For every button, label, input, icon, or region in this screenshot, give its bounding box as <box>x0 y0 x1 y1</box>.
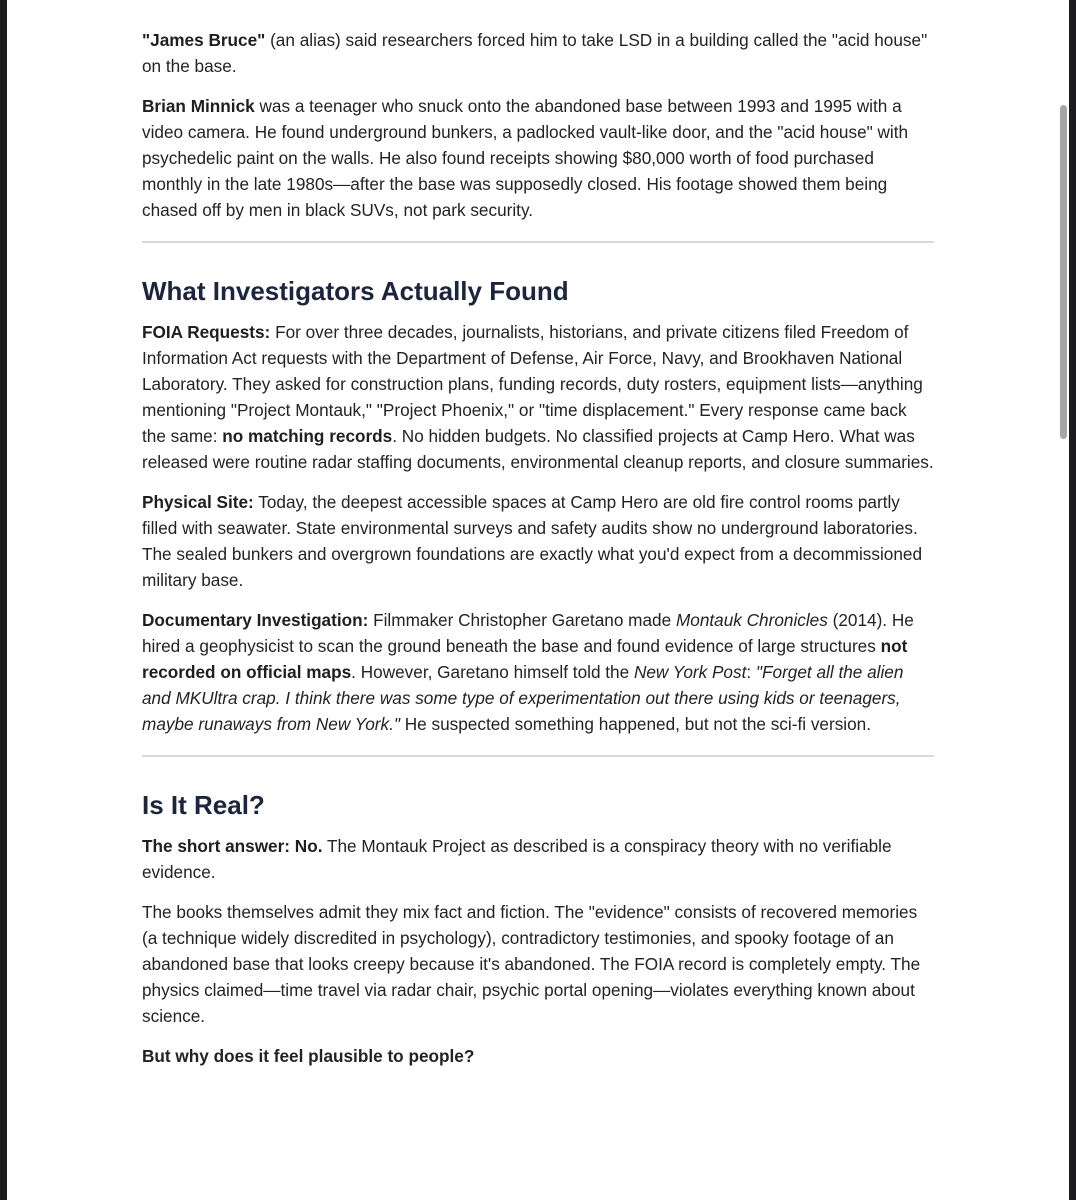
scrollbar-thumb[interactable] <box>1060 105 1067 439</box>
documentary-text: (2014). He hired a geophysicist to scan the ground beneath the base and found evidence of large structures <box>142 610 914 656</box>
short-answer-label: The short answer: No. <box>142 836 323 856</box>
physical-site-label: Physical Site: <box>142 492 254 512</box>
document-viewport <box>7 0 1069 1200</box>
documentary-paragraph <box>142 607 934 737</box>
documentary-label: Documentary Investigation: <box>142 610 369 630</box>
documentary-emphasis: not recorded on official maps <box>142 636 908 682</box>
garetano-quote: "Forget all the alien and MKUltra crap. I think there was some type of experimentation out there using kids or teenagers, maybe runaways from New York." <box>142 662 904 734</box>
witness-name: Brian Minnick <box>142 96 255 116</box>
section-title-investigators: What Investigators Actually Found <box>142 276 569 306</box>
witness-paragraph-james-bruce <box>142 27 934 79</box>
foia-text: For over three decades, journalists, historians, and private citizens filed Freedom of Information Act requests with the Department of Defense, Air Force, Navy, and Brookhaven National Laboratory. They asked for construction plans, funding records, duty rosters, equipment lists—anything mentioning "Project Montauk," "Project Phoenix," or "time displacement." Every response came back the same: <box>142 322 923 446</box>
documentary-text-end: He suspected something happened, but not the sci-fi version. <box>399 714 871 734</box>
witness-paragraph-brian-minnick <box>142 93 934 223</box>
documentary-text: : <box>746 662 756 682</box>
section-divider <box>142 755 934 757</box>
documentary-text: . However, Garetano himself told the <box>351 662 634 682</box>
section-title-is-it-real: Is It Real? <box>142 790 265 820</box>
physical-site-text: Today, the deepest accessible spaces at Camp Hero are old fire control rooms partly filled with seawater. State environmental surveys and safety audits show no underground laboratories. The sealed bunkers and overgrown foundations are exactly what you'd expect from a decommissioned military base. <box>142 492 923 590</box>
short-answer-paragraph <box>142 833 934 885</box>
foia-text-end: . No hidden budgets. No classified projects at Camp Hero. What was released were routine radar staffing documents, environmental cleanup reports, and closure summaries. <box>142 426 934 472</box>
witness-name: "James Bruce" <box>142 30 266 50</box>
foia-label: FOIA Requests: <box>142 322 271 342</box>
closing-question: But why does it feel plausible to people? <box>142 1046 475 1066</box>
documentary-text: Filmmaker Christopher Garetano made <box>368 610 676 630</box>
witness-text: (an alias) said researchers forced him to take LSD in a building called the "acid house" on the base. <box>142 30 928 76</box>
witness-text: was a teenager who snuck onto the abandoned base between 1993 and 1995 with a video camera. He found underground bunkers, a padlocked vault-like door, and the "acid house" with psychedelic paint on the walls. He also found receipts showing $80,000 worth of food purchased monthly in the late 1980s—after the base was supposedly closed. His footage showed them being chased off by men in black SUVs, not park security. <box>142 96 909 220</box>
film-title: Montauk Chronicles <box>675 610 828 630</box>
physical-site-paragraph <box>142 489 934 593</box>
short-answer-text: The Montauk Project as described is a conspiracy theory with no verifiable evidence. <box>142 836 892 882</box>
books-paragraph: The books themselves admit they mix fact and fiction. The "evidence" consists of recovered memories (a technique widely discredited in psychology), contradictory testimonies, and spooky footage of an abandoned base that looks creepy because it's abandoned. The FOIA record is completely empty. The physics claimed—time travel via radar chair, psychic portal opening—violates everything known about science. <box>142 902 921 1026</box>
section-divider <box>142 241 934 243</box>
publication-name: New York Post <box>633 662 747 682</box>
article-body <box>142 27 934 1083</box>
foia-paragraph <box>142 319 934 475</box>
foia-emphasis: no matching records <box>222 426 393 446</box>
vertical-scrollbar[interactable] <box>1059 0 1069 1200</box>
